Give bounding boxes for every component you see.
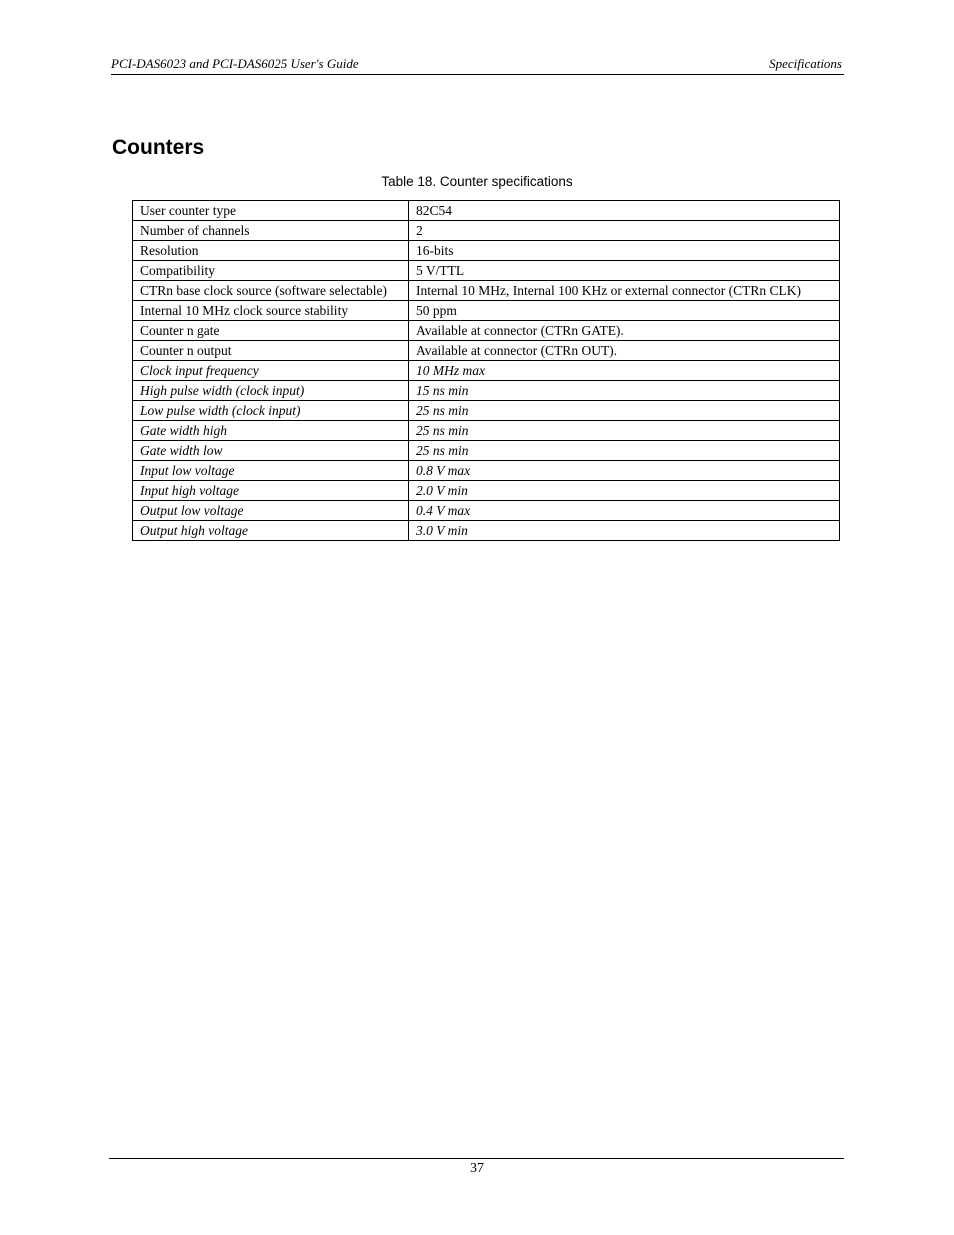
table-row [133,421,840,441]
table-row [133,281,840,301]
spec-value-cell: Internal 10 MHz, Internal 100 KHz or external connector (CTRn CLK) [409,281,840,301]
spec-parameter-cell: Counter n output [133,341,409,361]
table-caption: Table 18. Counter specifications [381,174,573,189]
table-row [133,301,840,321]
table-row [133,501,840,521]
table-row [133,521,840,541]
table-row [133,461,840,481]
spec-value-cell: 25 ns min [409,421,840,441]
spec-parameter-cell: High pulse width (clock input) [133,381,409,401]
spec-value-cell: 2.0 V min [409,481,840,501]
spec-parameter-cell: Internal 10 MHz clock source stability [133,301,409,321]
counter-spec-table [132,200,840,541]
table-row [133,361,840,381]
header-document-title: PCI-DAS6023 and PCI-DAS6025 User's Guide [111,56,359,71]
table-row [133,441,840,461]
spec-parameter-cell: Number of channels [133,221,409,241]
spec-value-cell: 16-bits [409,241,840,261]
table-row [133,341,840,361]
table-row [133,221,840,241]
counter-spec-table-body [133,201,840,541]
table-row [133,201,840,221]
header-section-name: Specifications [769,56,842,71]
spec-parameter-cell: Low pulse width (clock input) [133,401,409,421]
spec-value-cell: 10 MHz max [409,361,840,381]
table-row [133,261,840,281]
spec-value-cell: 15 ns min [409,381,840,401]
spec-value-cell: 82C54 [409,201,840,221]
spec-parameter-cell: User counter type [133,201,409,221]
spec-value-cell: Available at connector (CTRn OUT). [409,341,840,361]
spec-value-cell: 3.0 V min [409,521,840,541]
spec-parameter-cell: Gate width high [133,421,409,441]
table-row [133,321,840,341]
table-row [133,381,840,401]
spec-parameter-cell: Output high voltage [133,521,409,541]
spec-value-cell: Available at connector (CTRn GATE). [409,321,840,341]
spec-parameter-cell: Gate width low [133,441,409,461]
spec-value-cell: 25 ns min [409,441,840,461]
spec-value-cell: 5 V/TTL [409,261,840,281]
page-number: 37 [470,1161,484,1176]
page-header [111,55,844,75]
table-row [133,241,840,261]
spec-value-cell: 25 ns min [409,401,840,421]
spec-parameter-cell: Input low voltage [133,461,409,481]
spec-parameter-cell: Compatibility [133,261,409,281]
footer-rule [109,1158,844,1159]
spec-value-cell: 0.8 V max [409,461,840,481]
spec-parameter-cell: Output low voltage [133,501,409,521]
spec-value-cell: 2 [409,221,840,241]
spec-value-cell: 50 ppm [409,301,840,321]
table-row [133,481,840,501]
table-row [133,401,840,421]
section-title: Counters [112,136,205,159]
spec-parameter-cell: Resolution [133,241,409,261]
spec-parameter-cell: Input high voltage [133,481,409,501]
spec-value-cell: 0.4 V max [409,501,840,521]
spec-parameter-cell: CTRn base clock source (software selectable) [133,281,409,301]
spec-parameter-cell: Clock input frequency [133,361,409,381]
spec-parameter-cell: Counter n gate [133,321,409,341]
